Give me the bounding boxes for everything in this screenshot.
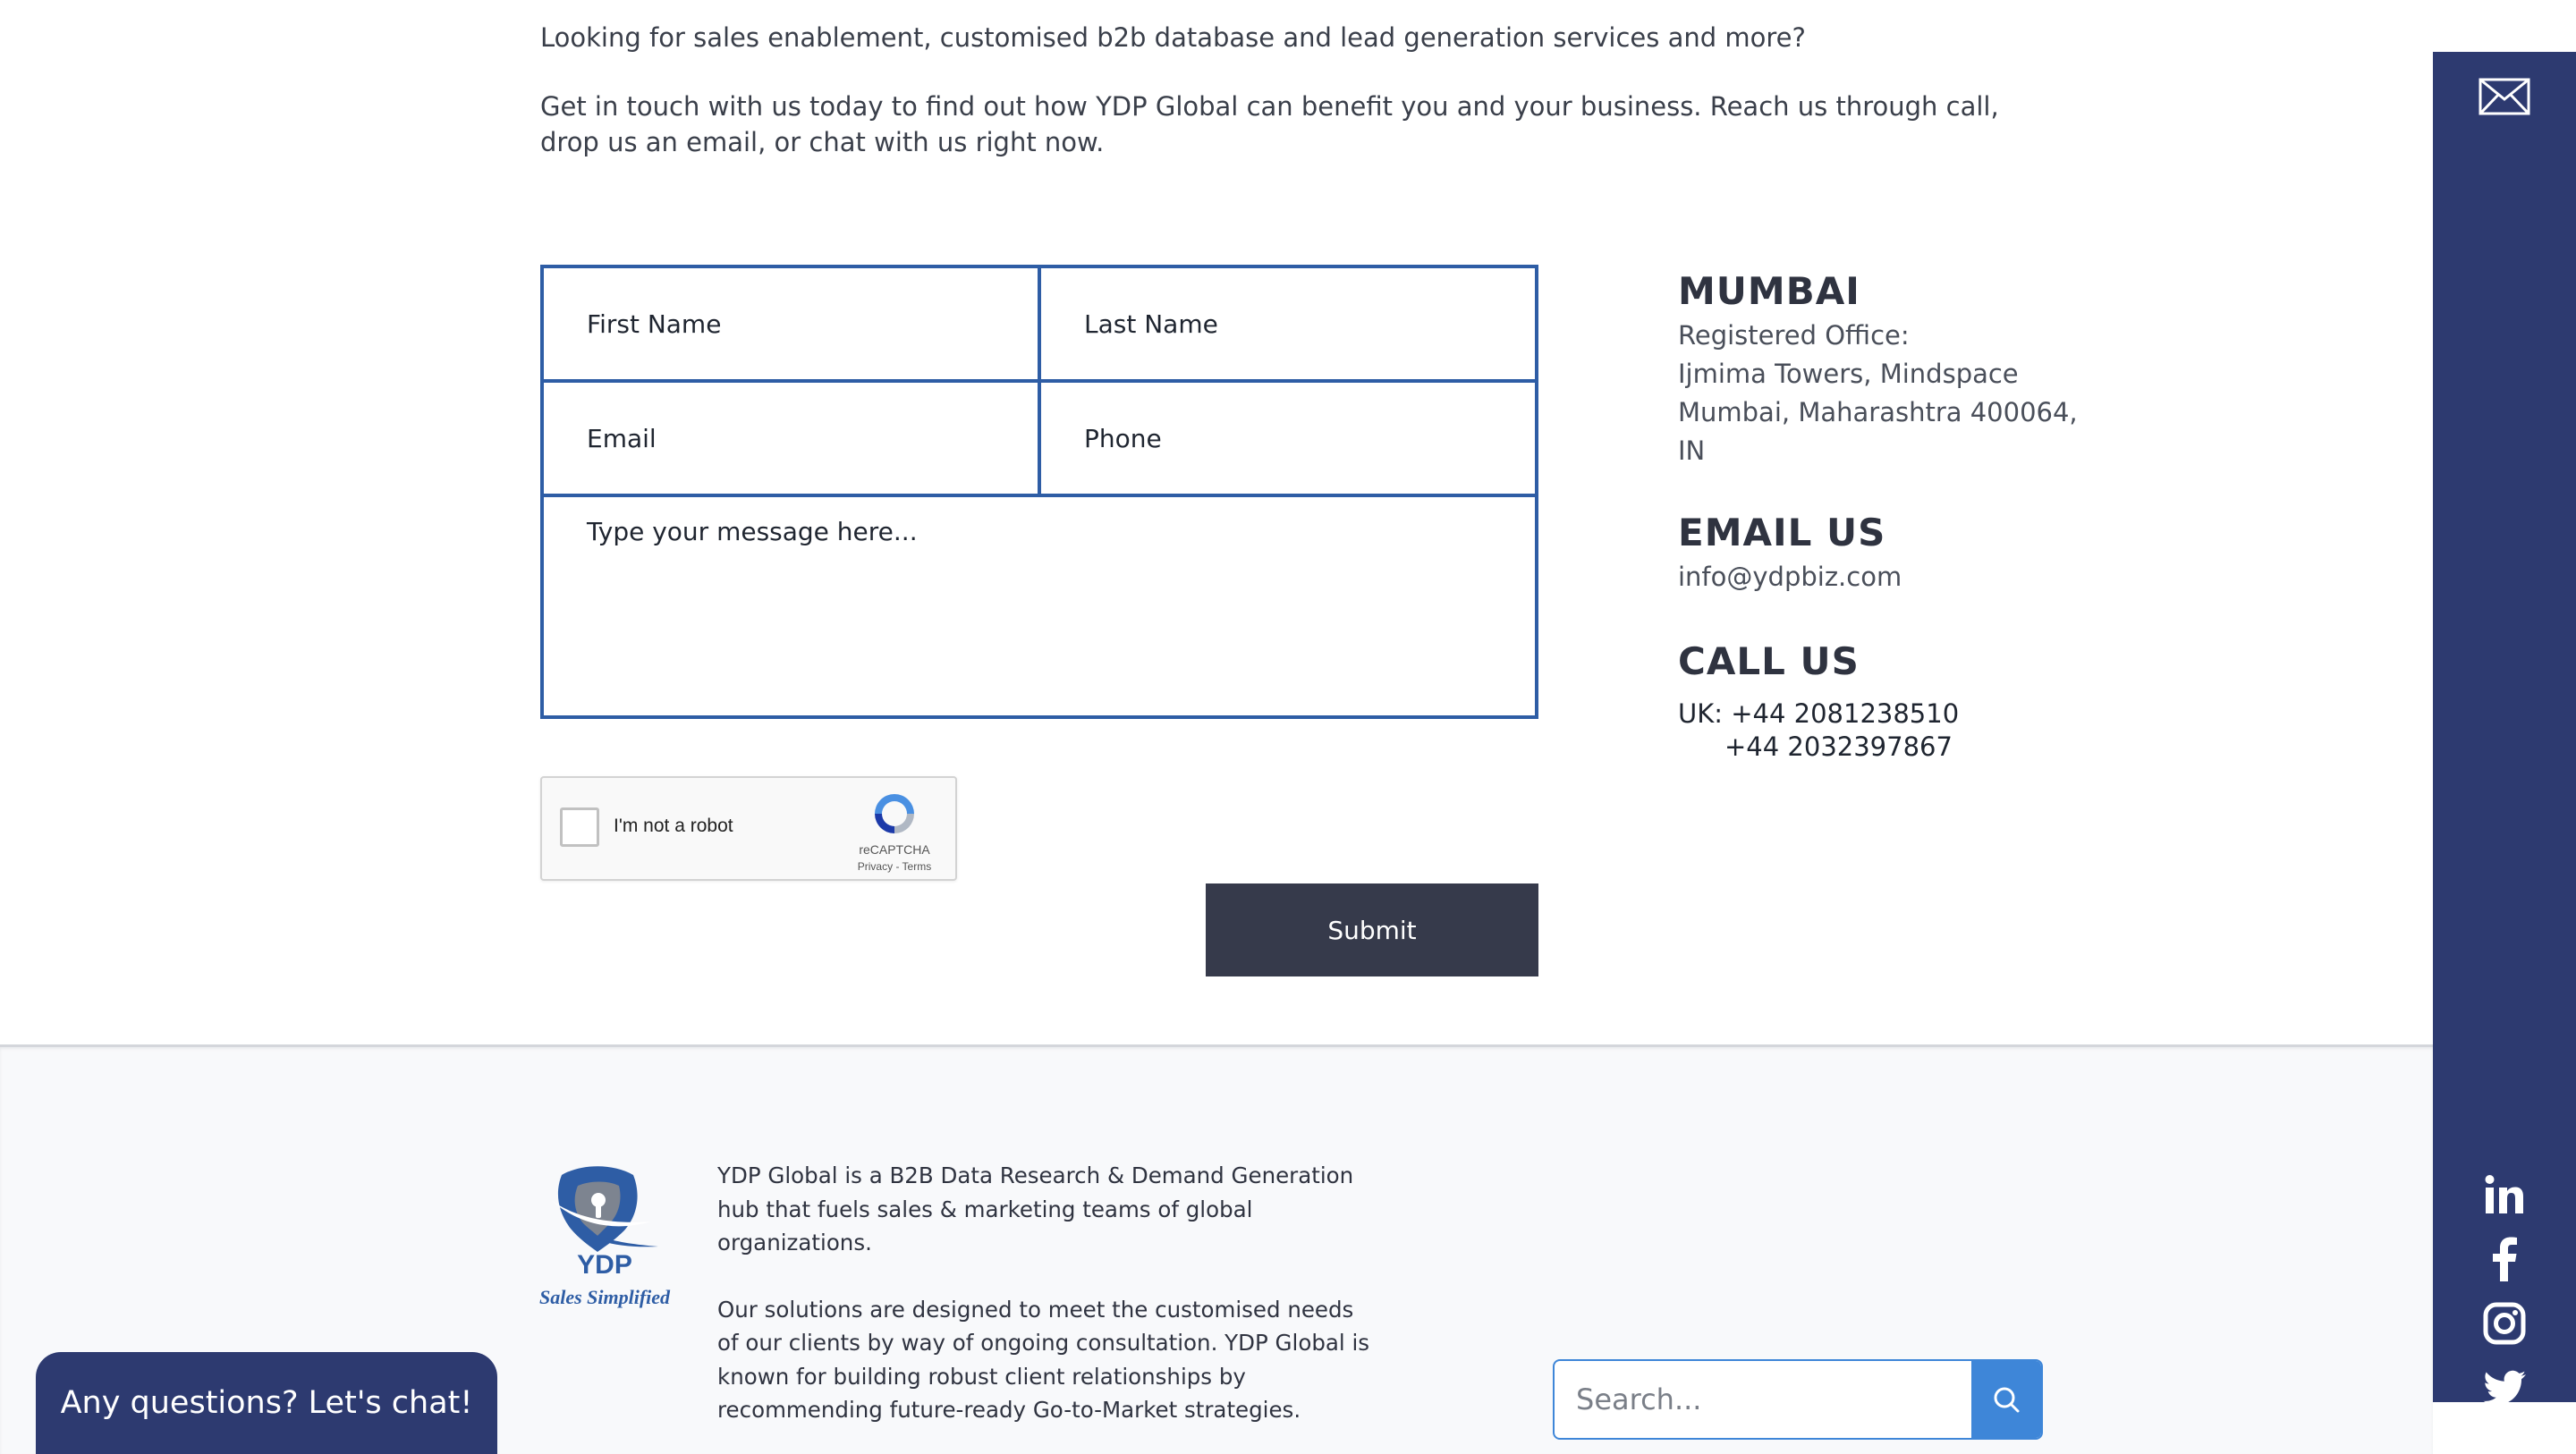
search-bar [1553,1359,2043,1440]
phone-number-1[interactable]: UK: +44 2081238510 [1678,698,1960,729]
intro-line-1: Looking for sales enablement, customised b2b database and lead generation services and more? [540,22,1806,53]
search-input[interactable] [1555,1361,1971,1438]
email-field[interactable] [544,383,1041,497]
chat-button[interactable] [36,1352,497,1454]
footer-about-2: Our solutions are designed to meet the customised needs of our clients by way of ongoing consultation. YDP Global is known for building robust client relationships by recommending future-ready Go-to-Market strategies. [717,1296,1370,1423]
message-placeholder: Type your message here... [587,517,918,546]
email-link[interactable]: info@ydpbiz.com [1678,562,1902,592]
contact-form [540,265,1538,719]
recaptcha-logo-icon [869,789,919,839]
intro-line-2: Get in touch with us today to find out how YDP Global can benefit you and your business. Reach us through call, drop us an email, or chat with us right now. [540,91,1999,157]
email-heading: EMAIL US [1678,511,1886,554]
submit-button[interactable]: Submit [1206,883,1538,976]
search-button[interactable] [1971,1361,2041,1438]
call-section [1678,637,2143,764]
office-section [1678,266,2143,470]
first-name-field[interactable] [544,268,1041,383]
first-name-placeholder: First Name [587,309,722,339]
ydp-logo[interactable] [524,1159,685,1320]
email-section [1678,508,2143,596]
phone-field[interactable] [1041,383,1535,497]
footer-about-1: YDP Global is a B2B Data Research & Demand Generation hub that fuels sales & marketing teams of global organizations. [717,1162,1354,1255]
last-name-field[interactable] [1041,268,1535,383]
office-line: Ijmima Towers, Mindspace [1678,359,2019,389]
linkedin-icon[interactable] [2478,1168,2531,1222]
office-line: IN [1678,435,1706,466]
call-heading: CALL US [1678,639,1860,683]
office-line: Registered Office: [1678,320,1910,351]
intro-text [540,20,2043,160]
ydp-logo-tagline: Sales Simplified [538,1286,671,1308]
office-heading: MUMBAI [1678,269,1860,313]
footer-about [717,1159,1379,1427]
recaptcha-checkbox[interactable] [560,807,599,847]
recaptcha-terms-link[interactable]: Privacy - Terms [857,860,932,873]
social-sidebar [2433,52,2576,1402]
contact-info [1678,266,2143,762]
email-placeholder: Email [587,423,657,453]
twitter-icon[interactable] [2478,1361,2531,1415]
mail-icon[interactable] [2478,70,2531,123]
last-name-placeholder: Last Name [1084,309,1218,339]
recaptcha-brand: reCAPTCHA [859,842,930,857]
recaptcha-label: I'm not a robot [614,816,733,836]
chat-label: Any questions? Let's chat! [60,1385,473,1421]
search-icon [1992,1385,2021,1414]
instagram-icon[interactable] [2478,1297,2531,1350]
office-line: Mumbai, Maharashtra 400064, [1678,397,2078,427]
phone-placeholder: Phone [1084,423,1162,453]
message-field[interactable] [544,497,1535,715]
ydp-logo-name: YDP [577,1250,632,1280]
recaptcha-widget [540,776,957,881]
phone-number-2[interactable]: +44 2032397867 [1724,731,1953,762]
facebook-icon[interactable] [2478,1232,2531,1286]
